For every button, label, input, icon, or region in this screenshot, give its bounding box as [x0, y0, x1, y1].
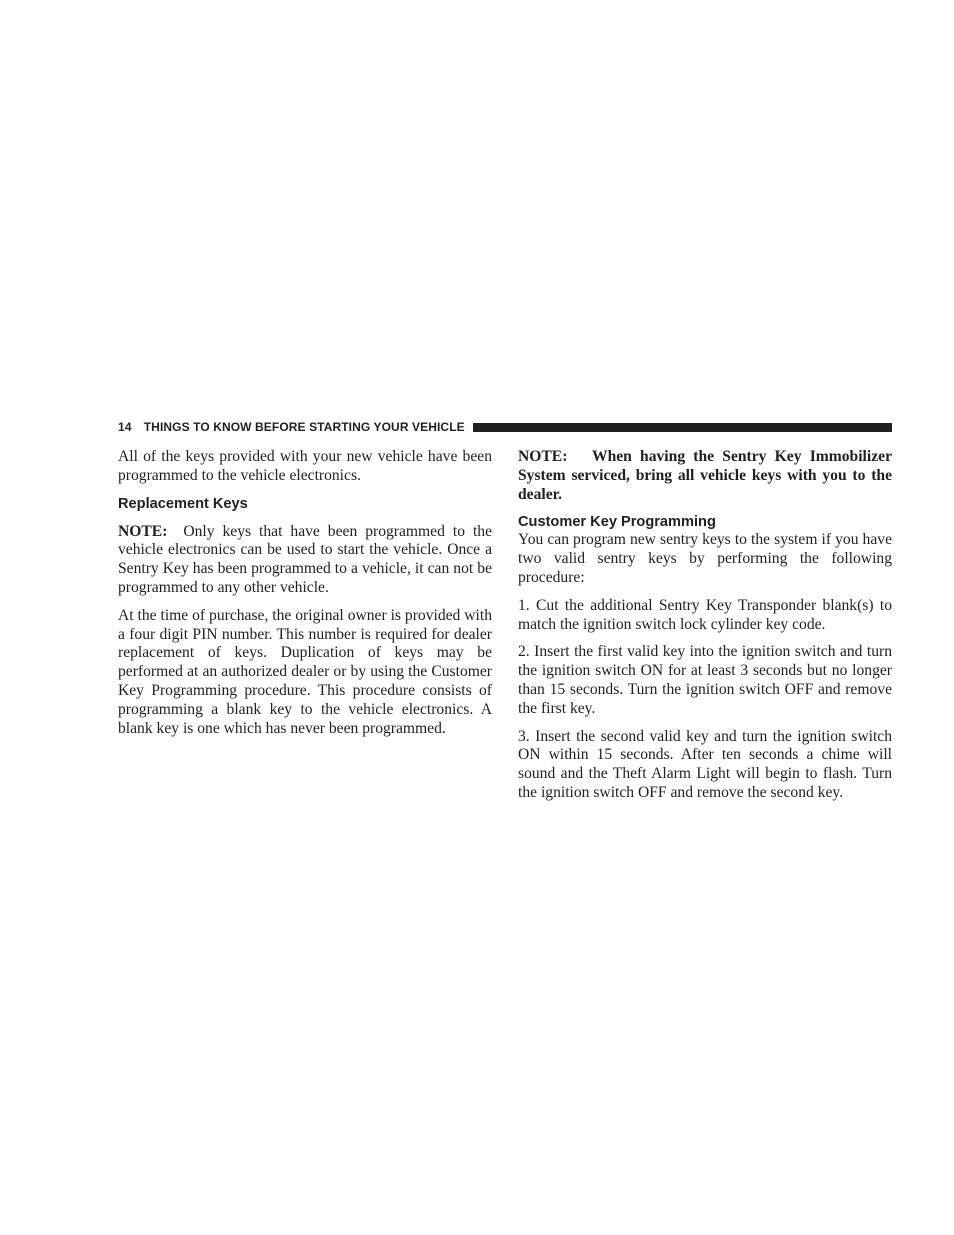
customer-key-programming-heading: Customer Key Programming [518, 514, 716, 531]
replacement-note [118, 523, 492, 598]
intro-paragraph: All of the keys provided with your new vehicle have been programmed to the vehicle electronics. [118, 448, 492, 484]
procedure-step: 2. Insert the first valid key into the ignition switch and turn the ignition switch ON for at least 3 seconds but no longer than 15 seconds. Turn the ignition switch OFF and remove the first key. [518, 643, 892, 717]
page-number: 14 [118, 420, 132, 434]
section-title: THINGS TO KNOW BEFORE STARTING YOUR VEHICLE [143, 420, 465, 434]
programming-intro: You can program new sentry keys to the system if you have two valid sentry keys by performing the following procedure: [518, 531, 892, 586]
note-text: When having the Sentry Key Immobilizer System serviced, bring all vehicle keys with you to the dealer. [518, 448, 892, 503]
service-note [518, 448, 892, 504]
procedure-step: 1. Cut the additional Sentry Key Transponder blank(s) to match the ignition switch lock cylinder key code. [518, 596, 892, 633]
purchase-paragraph: At the time of purchase, the original owner is provided with a four digit PIN number. This number is required for dealer replacement of keys. Duplication of keys may be performed at an authorized dealer or by using the Customer Key Programming procedure. This procedure consists of programming a blank key to the vehicle electronics. A blank key is one which has never been programmed. [118, 606, 492, 737]
note-text: Only keys that have been programmed to the vehicle electronics can be used to start the vehicle. Once a Sentry Key has been programmed to a vehicle, it can not be programmed to any other vehicle. [118, 522, 493, 596]
replacement-keys-heading: Replacement Keys [118, 495, 248, 512]
left-column [118, 448, 492, 747]
procedure-step: 3. Insert the second valid key and turn the ignition switch ON within 15 seconds. After ten seconds a chime will sound and the Theft Alarm Light will begin to flash. Turn the ignition switch OFF and remove the second key. [518, 727, 892, 801]
page-header [118, 419, 892, 435]
note-label: NOTE: [518, 448, 568, 465]
note-label: NOTE: [118, 522, 168, 540]
header-rule [473, 423, 892, 432]
right-column [518, 448, 892, 812]
